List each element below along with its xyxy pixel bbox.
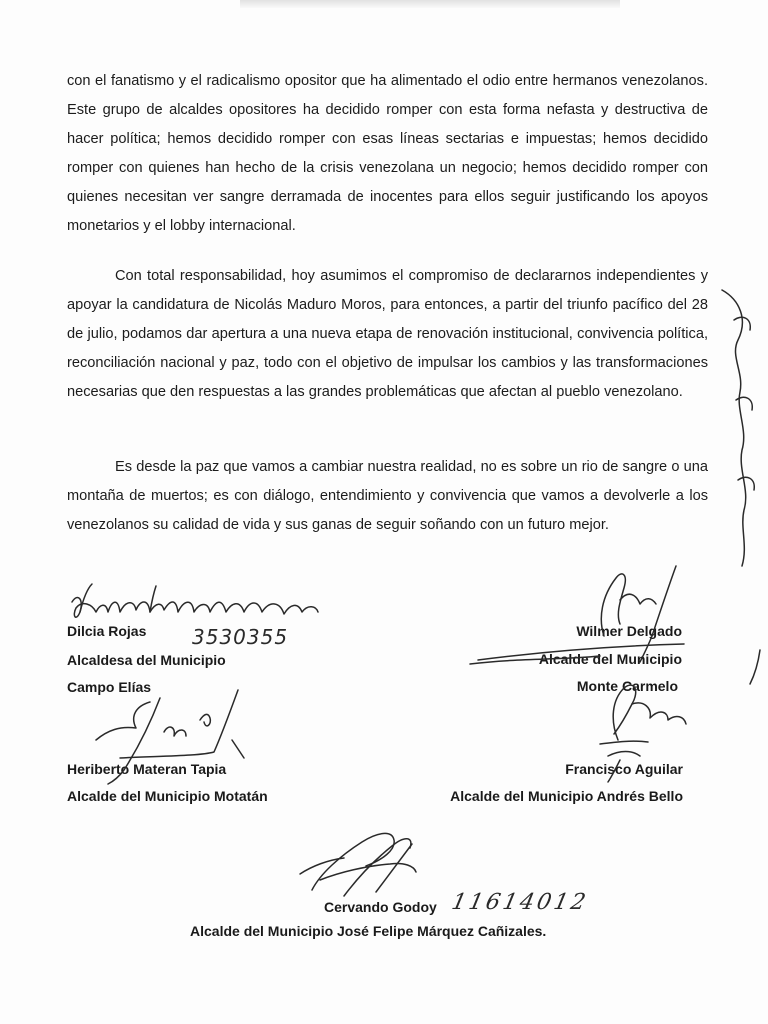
handwritten-id-rojas: 3530355 [192, 625, 289, 649]
body-paragraph-3: Es desde la paz que vamos a cambiar nuestra realidad, no es sobre un rio de sangre o una montaña de muertos; es con diálogo, entendimiento y convivencia que vamos a devolverle a los venezolanos su calidad de vida y sus ganas de seguir soñando con un futuro mejor. [67, 459, 708, 533]
body-paragraph-2: Con total responsabilidad, hoy asumimos el compromiso de declararnos independientes y apoyar la candidatura de Nicolás Maduro Moros, para entonces, a partir del triunfo pacífico del 28 de julio, podamos dar apertura a una nueva etapa de renovación institucional, convivencia política, reconciliación nacional y paz, todo con el objetivo de impulsar los cambios y las transformaciones necesarias que den respuestas a las grandes problemáticas que afectan al pueblo venezolano. [67, 268, 708, 400]
signatory-role-rojas: Alcaldesa del Municipio [67, 652, 226, 668]
signatory-name-aguilar: Francisco Aguilar [565, 761, 683, 777]
signatory-name-rojas: Dilcia Rojas [67, 623, 147, 639]
signature-delgado [470, 566, 684, 664]
signatory-name-godoy: Cervando Godoy [324, 899, 437, 915]
signatory-role-aguilar: Alcalde del Municipio Andrés Bello [450, 788, 683, 804]
signatory-role-materan: Alcalde del Municipio Motatán [67, 788, 268, 804]
signature-rojas [72, 584, 318, 617]
margin-signature [722, 290, 760, 684]
signatory-name-materan: Heriberto Materan Tapia [67, 761, 227, 777]
signatory-role-delgado: Alcalde del Municipio [538, 651, 682, 667]
signatory-name-delgado: Wilmer Delgado [576, 623, 682, 639]
handwritten-id-godoy: 11614012 [449, 890, 591, 915]
signature-godoy [300, 833, 416, 896]
signatory-municipality-delgado: Monte Carmelo [576, 678, 678, 694]
signatory-role-godoy: Alcalde del Municipio José Felipe Márquez Cañizales. [190, 923, 547, 939]
scan-top-edge [240, 0, 620, 8]
signatory-municipality-rojas: Campo Elías [67, 679, 152, 695]
body-paragraph-1: con el fanatismo y el radicalismo opositor que ha alimentado el odio entre hermanos venezolanos. Este grupo de alcaldes opositores ha decidido romper con esta forma nefasta y destructiva de hacer política; hemos decidido romper con esas líneas sectarias e impuestas; hemos decidido romper con quienes han hecho de la crisis venezolana un negocio; hemos decidido romper con quienes necesitan ver sangre derramada de inocentes para ellos seguir justificando los apoyos monetarios y el lobby internacional. [67, 73, 708, 234]
